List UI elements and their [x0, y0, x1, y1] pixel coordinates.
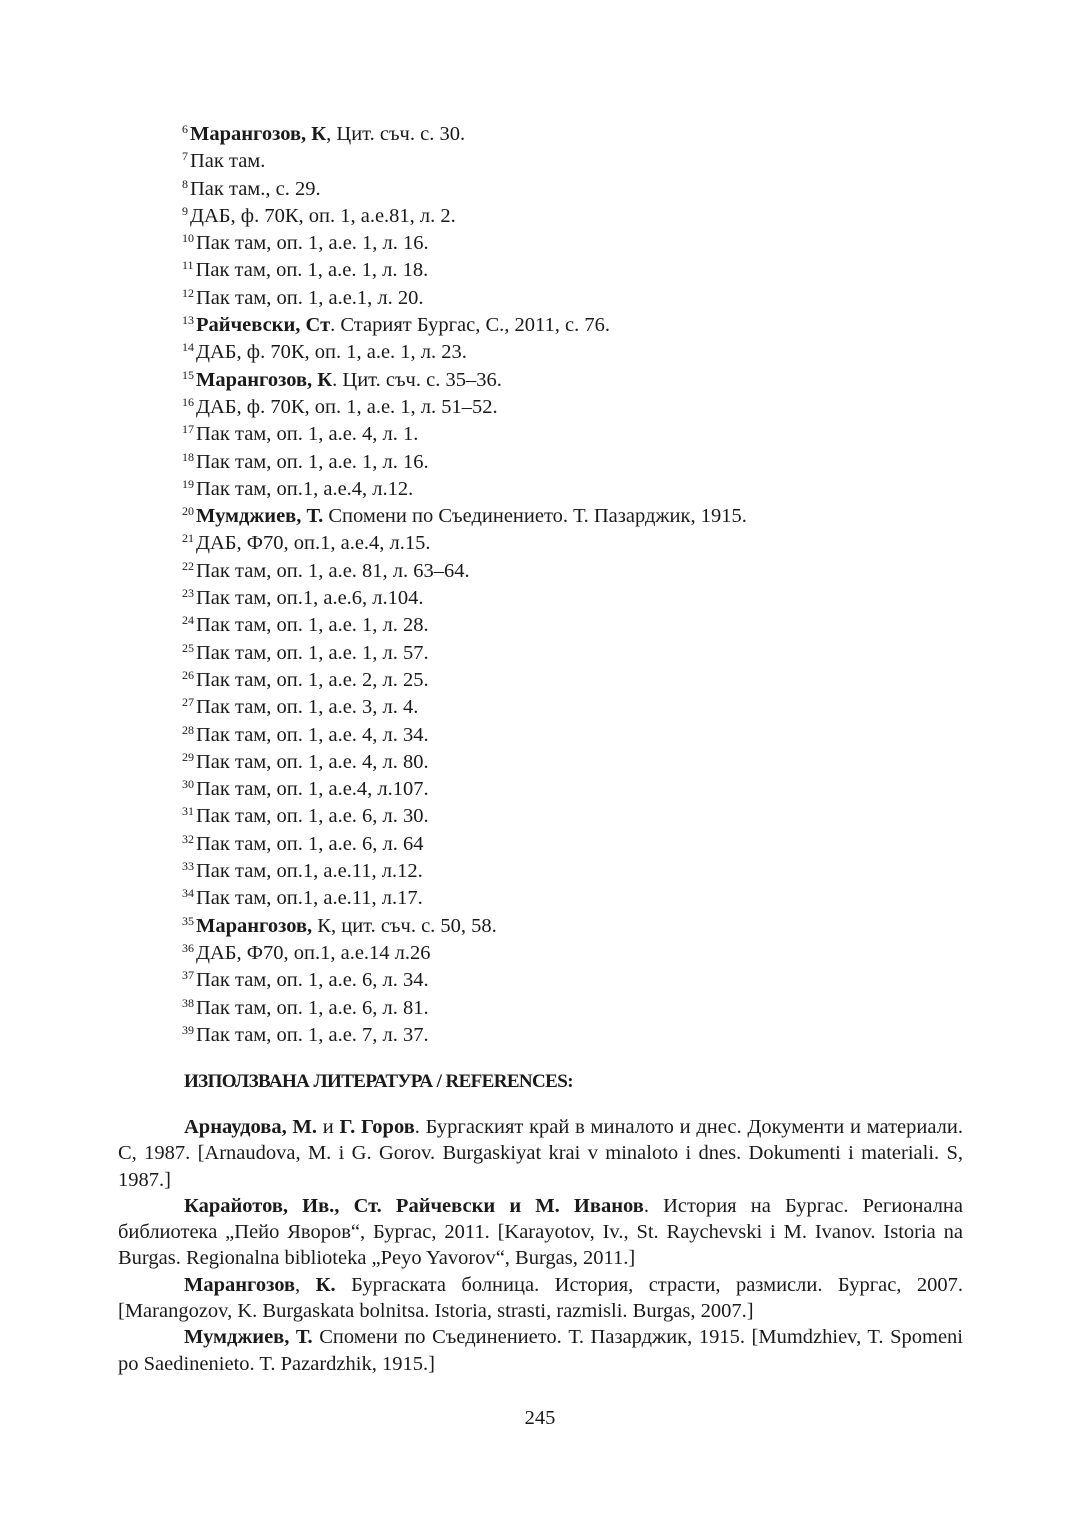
- reference-text: и: [316, 1116, 340, 1138]
- footnote-number: 29: [182, 749, 194, 764]
- footnote-author: Марангозов,: [196, 914, 313, 937]
- footnote-number: 33: [182, 859, 194, 874]
- footnote-number: 9: [182, 203, 188, 218]
- footnote-number: 37: [182, 968, 194, 983]
- footnote-number: 32: [182, 831, 194, 846]
- reference-author: Мумджиев, Т.: [184, 1326, 313, 1349]
- reference-entry: [118, 1324, 963, 1377]
- footnote-number: 39: [182, 1022, 194, 1037]
- footnote-8: [182, 176, 982, 203]
- footnote-text: Пак там, оп. 1, а.е.4, л.107.: [196, 778, 429, 801]
- footnote-27: [182, 694, 982, 721]
- footnote-text: Пак там, оп. 1, а.е. 1, л. 16.: [196, 450, 429, 473]
- footnote-number: 17: [182, 422, 194, 437]
- footnote-text: Пак там, оп. 1, а.е.1, л. 20.: [196, 286, 424, 309]
- footnote-17: [182, 421, 982, 448]
- footnote-text: ДАБ, ф. 70К, оп. 1, а.е.81, л. 2.: [190, 204, 456, 227]
- footnote-number: 20: [182, 504, 194, 519]
- footnotes-list: [182, 121, 982, 1049]
- footnote-number: 16: [182, 394, 194, 409]
- footnote-number: 26: [182, 667, 194, 682]
- footnote-23: [182, 585, 982, 612]
- footnote-text: ДАБ, Ф70, оп.1, а.е.4, л.15.: [196, 532, 431, 555]
- footnote-10: [182, 230, 982, 257]
- footnote-12: [182, 285, 982, 312]
- footnote-text: , Цит. съч. с. 30.: [326, 123, 466, 145]
- footnote-text: Пак там, оп. 1, а.е. 4, л. 34.: [196, 723, 429, 746]
- footnote-number: 12: [182, 285, 194, 300]
- footnote-11: [182, 257, 982, 284]
- footnote-32: [182, 831, 982, 858]
- footnote-28: [182, 722, 982, 749]
- footnote-text: . Старият Бургас, С., 2011, с. 76.: [330, 314, 610, 337]
- footnote-13: [182, 312, 982, 339]
- footnote-34: [182, 885, 982, 912]
- footnote-number: 28: [182, 722, 194, 737]
- reference-entry: [118, 1272, 963, 1325]
- footnote-19: [182, 476, 982, 503]
- footnote-36: [182, 940, 982, 967]
- footnote-14: [182, 339, 982, 366]
- footnote-number: 13: [182, 313, 194, 328]
- footnote-number: 19: [182, 476, 194, 491]
- references-list: [118, 1114, 963, 1377]
- footnote-text: ДАБ, ф. 70К, оп. 1, а.е. 1, л. 51–52.: [196, 395, 498, 418]
- footnote-number: 34: [182, 886, 194, 901]
- footnote-39: [182, 1022, 982, 1049]
- footnote-text: Пак там, оп.1, а.е.11, л.17.: [196, 887, 423, 910]
- footnote-text: Пак там, оп. 1, а.е. 1, л. 28.: [196, 614, 429, 637]
- footnote-25: [182, 640, 982, 667]
- footnote-31: [182, 803, 982, 830]
- footnote-26: [182, 667, 982, 694]
- footnote-text: Пак там, оп.1, а.е.11, л.12.: [196, 860, 423, 883]
- footnote-number: 14: [182, 340, 194, 355]
- footnote-16: [182, 394, 982, 421]
- footnote-text: Пак там, оп.1, а.е.4, л.12.: [196, 477, 414, 500]
- footnote-author: Райчевски, Ст: [196, 314, 331, 337]
- footnote-number: 27: [182, 695, 194, 710]
- footnote-21: [182, 530, 982, 557]
- reference-text: Спомени по Съединението. Т. Пазарджик, 1915. [Mumdzhiev, T. Spomeni po Saedinenieto. T. Pazardzhik, 1915.]: [118, 1326, 964, 1375]
- footnote-text: К, цит. съч. с. 50, 58.: [312, 914, 497, 937]
- page-number: 245: [524, 1407, 556, 1429]
- footnote-number: 21: [182, 531, 194, 546]
- footnote-33: [182, 858, 982, 885]
- footnote-37: [182, 967, 982, 994]
- footnote-number: 36: [182, 940, 194, 955]
- footnote-text: Пак там, оп. 1, а.е. 4, л. 1.: [196, 423, 419, 446]
- footnote-number: 22: [182, 558, 194, 573]
- footnote-number: 25: [182, 640, 194, 655]
- footnote-number: 18: [182, 449, 194, 464]
- footnote-number: 6: [182, 122, 188, 136]
- footnote-15: [182, 367, 982, 394]
- reference-entry: [118, 1193, 963, 1272]
- footnote-text: ДАБ, Ф70, оп.1, а.е.14 л.26: [196, 941, 431, 964]
- footnote-20: [182, 503, 982, 530]
- footnote-text: Пак там., с. 29.: [190, 177, 321, 200]
- footnote-text: Пак там, оп. 1, а.е. 1, л. 18.: [195, 259, 429, 282]
- footnote-22: [182, 558, 982, 585]
- reference-author: К.: [315, 1273, 336, 1296]
- footnote-24: [182, 612, 982, 639]
- footnote-number: 38: [182, 995, 194, 1010]
- reference-author: Арнаудова, М.: [184, 1116, 317, 1138]
- footnote-text: Пак там, оп. 1, а.е. 6, л. 34.: [196, 969, 429, 992]
- references-heading: ИЗПОЛЗВАНА ЛИТЕРАТУРА / REFERENCES:: [184, 1071, 573, 1092]
- footnote-38: [182, 995, 982, 1022]
- footnote-29: [182, 749, 982, 776]
- footnote-6: [182, 121, 982, 148]
- reference-text: . История на Бургас. Регионална библиотека „Пейо Яворов“, Бургас, 2011. [Karayotov, Iv., St. Raychevski i M. Ivanov. Istoria na Burgas. Regionalna biblioteka „Peyo Yavorov“, Burgas, 2011.]: [118, 1194, 964, 1270]
- reference-text: ,: [295, 1273, 316, 1296]
- footnote-number: 15: [182, 367, 194, 382]
- footnote-text: Пак там, оп. 1, а.е. 6, л. 81.: [196, 996, 429, 1019]
- footnote-number: 30: [182, 777, 194, 792]
- footnote-text: Спомени по Съединението. Т. Пазарджик, 1915.: [323, 505, 747, 528]
- footnote-number: 23: [182, 586, 194, 601]
- footnote-number: 35: [182, 913, 194, 928]
- reference-author: Г. Горов: [339, 1116, 415, 1138]
- reference-author: Карайотов, Ив., Ст. Райчевски и М. Иванов: [184, 1194, 644, 1217]
- reference-author: Марангозов: [184, 1273, 296, 1296]
- footnote-number: 24: [182, 613, 194, 628]
- footnote-text: Пак там, оп. 1, а.е. 6, л. 30.: [196, 805, 429, 828]
- footnote-author: Марангозов, К: [190, 123, 327, 145]
- reference-entry: [118, 1114, 963, 1193]
- footnote-text: Пак там, оп. 1, а.е. 6, л. 64: [196, 832, 424, 855]
- footnote-text: Пак там, оп.1, а.е.6, л.104.: [196, 587, 424, 610]
- footnote-author: Марангозов, К: [196, 368, 333, 391]
- reference-text: Бургаската болница. История, страсти, размисли. Бургас, 2007. [Marangozov, K. Burgaskata bolnitsa. Istoria, strasti, razmisli. Burgas, 2007.]: [118, 1273, 963, 1323]
- footnote-text: Пак там, оп. 1, а.е. 2, л. 25.: [196, 668, 429, 691]
- footnote-number: 7: [182, 149, 188, 164]
- footnote-text: Пак там.: [190, 150, 266, 173]
- footnote-text: Пак там, оп. 1, а.е. 81, л. 63–64.: [196, 559, 470, 582]
- footnote-text: Пак там, оп. 1, а.е. 1, л. 16.: [196, 232, 429, 255]
- footnote-35: [182, 913, 982, 940]
- footnote-30: [182, 776, 982, 803]
- footnote-author: Мумджиев, Т.: [196, 505, 324, 528]
- footnote-text: Пак там, оп. 1, а.е. 3, л. 4.: [196, 696, 419, 719]
- footnote-number: 11: [182, 258, 194, 273]
- footnote-text: . Цит. съч. с. 35–36.: [332, 368, 502, 391]
- footnote-number: 31: [182, 804, 194, 819]
- footnote-number: 10: [182, 231, 194, 246]
- footnote-7: [182, 148, 982, 175]
- footnote-text: Пак там, оп. 1, а.е. 7, л. 37.: [196, 1023, 429, 1046]
- footnote-text: ДАБ, ф. 70К, оп. 1, а.е. 1, л. 23.: [196, 341, 467, 364]
- footnote-number: 8: [182, 176, 188, 191]
- reference-text: . Бургаският край в миналото и днес. Документи и материали. С, 1987. [Arnaudova, M. i G. Gorov. Burgaskiyat krai v minaloto i dnes. Dokumenti i materiali. S, 1987.]: [118, 1116, 963, 1191]
- footnote-18: [182, 449, 982, 476]
- footnote-text: Пак там, оп. 1, а.е. 1, л. 57.: [196, 641, 429, 664]
- footnote-9: [182, 203, 982, 230]
- footnote-text: Пак там, оп. 1, а.е. 4, л. 80.: [196, 750, 429, 773]
